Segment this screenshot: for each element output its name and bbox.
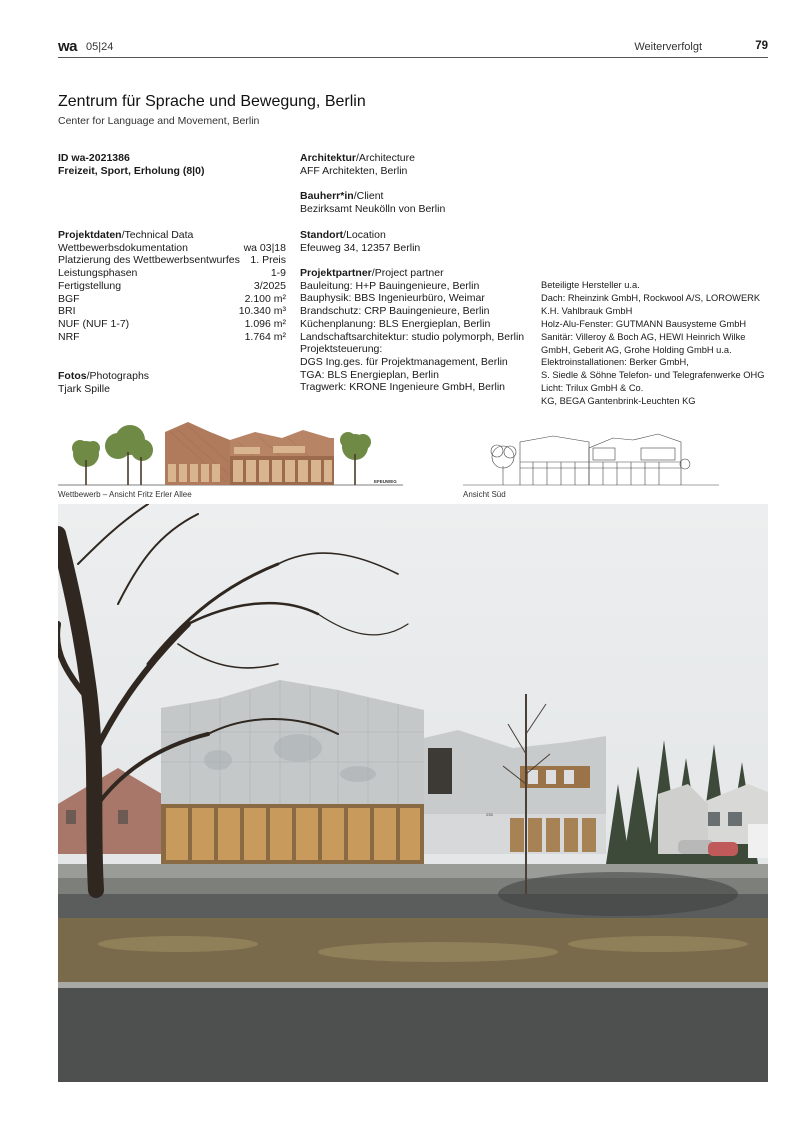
building-photograph xyxy=(58,504,768,1082)
street-number-sign: 235 xyxy=(486,812,493,817)
technical-data-row xyxy=(58,305,286,318)
manufacturers-list xyxy=(541,279,769,408)
elevation-right-caption: Ansicht Süd xyxy=(463,490,506,499)
partner-line: Küchenplanung: BLS Energieplan, Berlin xyxy=(300,317,491,330)
technical-data-value: 1.096 m² xyxy=(244,317,286,330)
project-id: ID wa-2021386 xyxy=(58,152,130,164)
partner-line: TGA: BLS Energieplan, Berlin xyxy=(300,368,439,381)
partner-line: Bauleitung: H+P Bauingenieure, Berlin xyxy=(300,279,480,292)
technical-data-label: Leistungsphasen xyxy=(58,267,138,280)
technical-data-row xyxy=(58,318,286,331)
manufacturer-line: Licht: Trilux GmbH & Co. xyxy=(541,383,644,394)
technical-data-row xyxy=(58,331,286,344)
manufacturer-line: Holz-Alu-Fenster: GUTMANN Bausysteme GmbH xyxy=(541,318,747,329)
technical-data-label: Platzierung des Wettbewerbsentwurfes xyxy=(58,254,240,267)
manufacturer-line: K.H. Vahlbrauk GmbH xyxy=(541,305,633,316)
location: Efeuweg 34, 12357 Berlin xyxy=(300,241,421,254)
manufacturer-line: Sanitär: Villeroy & Boch AG, HEWI Heinrich Wilke xyxy=(541,331,746,342)
technical-data-value: 1. Preis xyxy=(250,254,286,267)
technical-data-row xyxy=(58,242,286,255)
technical-data-label: BRI xyxy=(58,305,76,318)
partners-list xyxy=(300,280,535,394)
manufacturer-line: Beteiligte Hersteller u.a. xyxy=(541,280,640,290)
technical-data-value: 1-9 xyxy=(270,267,286,280)
manufacturer-line: KG, BEGA Gantenbrink-Leuchten KG xyxy=(541,396,696,407)
photographer: Tjark Spille xyxy=(58,382,110,395)
technical-data-row xyxy=(58,280,286,293)
project-meta xyxy=(58,152,286,177)
partner-line: Brandschutz: CRP Bauingenieure, Berlin xyxy=(300,305,490,318)
elevation-left-drawing xyxy=(58,412,403,490)
issue-number: 05|24 xyxy=(86,41,114,53)
technical-data-row xyxy=(58,293,286,306)
magazine-logo: wa xyxy=(58,38,78,55)
architecture-block xyxy=(300,152,535,177)
technical-data-row xyxy=(58,267,286,280)
elevation-south-drawing xyxy=(463,424,719,488)
manufacturer-line: GmbH, Geberit AG, Grohe Holding GmbH u.a. xyxy=(541,344,732,355)
elevation-fritz-erler-allee xyxy=(58,412,403,490)
technical-data-value: 1.764 m² xyxy=(244,330,286,343)
partner-line: Bauphysik: BBS Ingenieurbüro, Weimar xyxy=(300,292,485,305)
header-rule xyxy=(58,57,768,58)
location-heading: Standort/Location xyxy=(300,229,386,241)
technical-data-label: NUF (NUF 1-7) xyxy=(58,317,130,330)
partner-line: DGS Ing.ges. für Projektmanagement, Berlin xyxy=(300,355,508,368)
client-heading: Bauherr*in/Client xyxy=(300,190,384,202)
partner-line: Tragwerk: KRONE Ingenieure GmbH, Berlin xyxy=(300,381,506,394)
article-subtitle: Center for Language and Movement, Berlin xyxy=(58,115,260,127)
partner-line: Projektsteuerung: xyxy=(300,343,383,356)
technical-data-row xyxy=(58,254,286,267)
building-photo-illustration xyxy=(58,504,768,1082)
partner-line: Landschaftsarchitektur: studio polymorph, Berlin xyxy=(300,330,525,343)
section-name: Weiterverfolgt xyxy=(634,41,702,53)
technical-data-value: 2.100 m² xyxy=(244,292,286,305)
partners-block xyxy=(300,267,535,394)
location-block xyxy=(300,229,535,254)
partners-heading: Projektpartner/Project partner xyxy=(300,267,444,279)
technical-data-label: Wettbewerbsdokumentation xyxy=(58,241,188,254)
technical-data-value: 10.340 m³ xyxy=(238,305,286,318)
manufacturer-line: Elektroinstallationen: Berker GmbH, xyxy=(541,357,689,368)
manufacturer-line: S. Siedle & Söhne Telefon- und Telegrafenwerke OHG xyxy=(541,370,765,381)
client-block xyxy=(300,190,535,215)
technical-data-heading: Projektdaten/Technical Data xyxy=(58,229,194,241)
article-title: Zentrum für Sprache und Bewegung, Berlin xyxy=(58,93,366,110)
technical-data-rows xyxy=(58,242,286,344)
page-number: 79 xyxy=(755,40,768,52)
client: Bezirksamt Neukölln von Berlin xyxy=(300,202,446,215)
technical-data-value: wa 03|18 xyxy=(243,241,286,254)
manufacturer-line: Dach: Rheinzink GmbH, Rockwool A/S, LOROWERK xyxy=(541,292,761,303)
photographs-heading: Fotos/Photographs xyxy=(58,370,150,382)
technical-data-label: Fertigstellung xyxy=(58,279,122,292)
elevation-left-label: EFEUWEG xyxy=(374,479,397,484)
technical-data xyxy=(58,229,286,343)
elevation-left-caption: Wettbewerb – Ansicht Fritz Erler Allee xyxy=(58,490,192,499)
technical-data-value: 3/2025 xyxy=(253,279,286,292)
elevation-south xyxy=(463,424,719,488)
technical-data-label: BGF xyxy=(58,292,80,305)
project-category: Freizeit, Sport, Erholung (8|0) xyxy=(58,164,205,177)
architecture-heading: Architektur/Architecture xyxy=(300,152,415,164)
technical-data-label: NRF xyxy=(58,330,80,343)
photographs xyxy=(58,370,286,395)
architect: AFF Architekten, Berlin xyxy=(300,164,408,177)
